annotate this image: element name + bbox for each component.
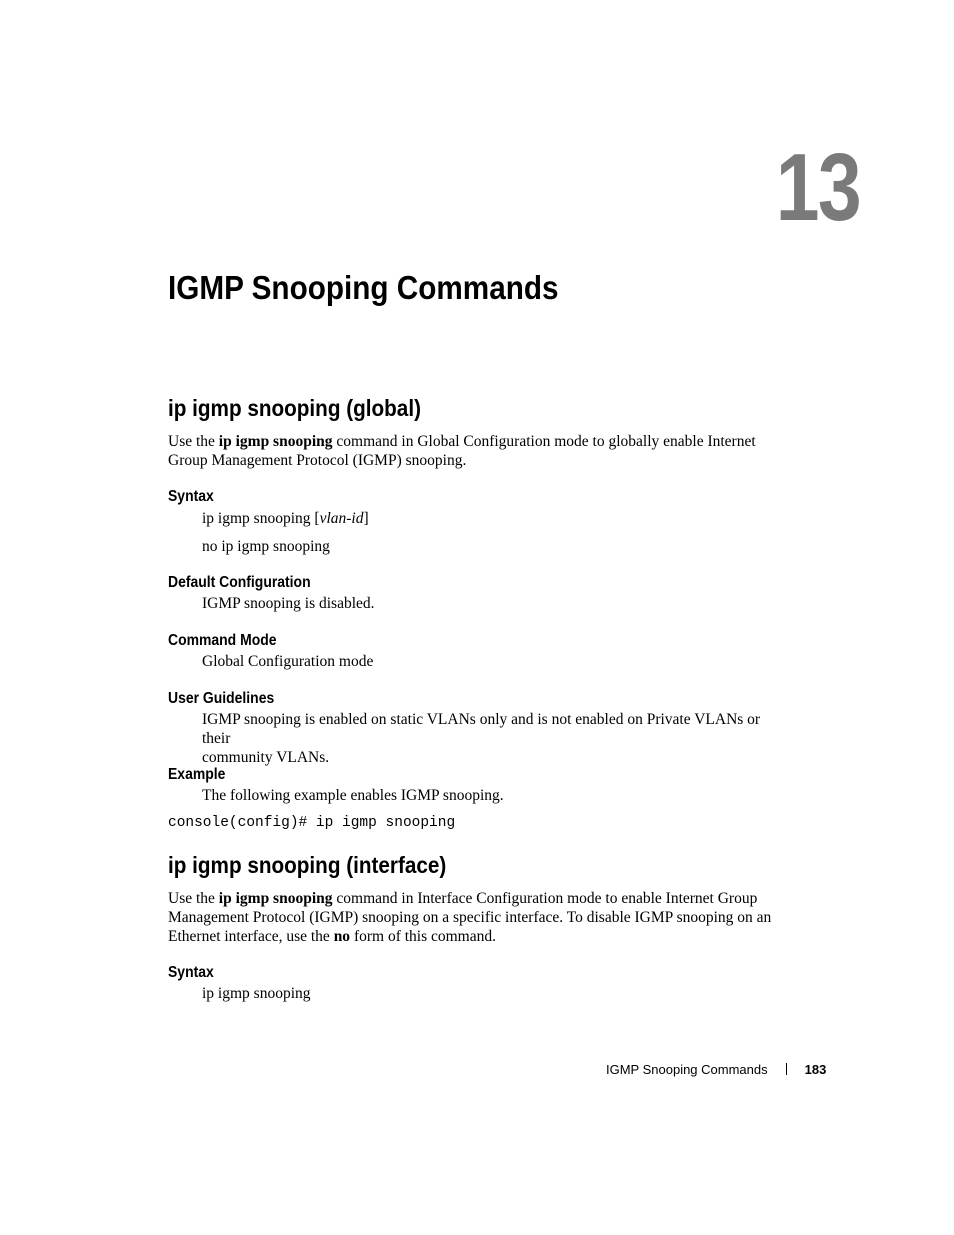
footer-divider [786,1063,787,1075]
chapter-number: 13 [775,134,860,241]
page-number: 183 [804,1062,827,1077]
section-title-global: ip igmp snooping (global) [168,395,421,421]
example-code: console(config)# ip igmp snooping [168,815,456,831]
syntax-heading: Syntax [168,964,214,981]
command-mode-heading: Command Mode [168,632,277,649]
chapter-title: IGMP Snooping Commands [168,269,559,306]
user-guidelines-heading: User Guidelines [168,690,275,707]
command-keyword: ip igmp snooping [218,890,333,907]
page-footer [606,1062,826,1078]
default-config-heading: Default Configuration [168,574,311,591]
user-guidelines-text: IGMP snooping is enabled on static VLANs only and is not enabled on Private VLANs or their community VLANs. [202,711,761,766]
example-heading: Example [168,766,226,783]
syntax-line: ip igmp snooping [202,985,311,1002]
footer-title: IGMP Snooping Commands [606,1062,768,1077]
section-title-interface: ip igmp snooping (interface) [168,852,447,878]
no-keyword: no [333,928,351,945]
section-intro-global: Use the ip igmp snooping command in Global Configuration mode to globally enable Internet Group Management Protocol (IGMP) snooping. [168,433,756,469]
syntax-heading: Syntax [168,488,214,505]
default-config-text: IGMP snooping is disabled. [202,595,375,612]
section-intro-interface: Use the ip igmp snooping command in Interface Configuration mode to enable Internet Group Management Protocol (IGMP) snooping on a specific interface. To disable IGMP snooping on an Ethernet interface, use the no form of this command. [168,890,772,945]
example-text: The following example enables IGMP snooping. [202,787,504,804]
command-keyword: ip igmp snooping [218,433,333,450]
syntax-line: ip igmp snooping [vlan-id] [202,510,369,527]
command-mode-text: Global Configuration mode [202,653,374,670]
syntax-line-no: no ip igmp snooping [202,538,330,555]
